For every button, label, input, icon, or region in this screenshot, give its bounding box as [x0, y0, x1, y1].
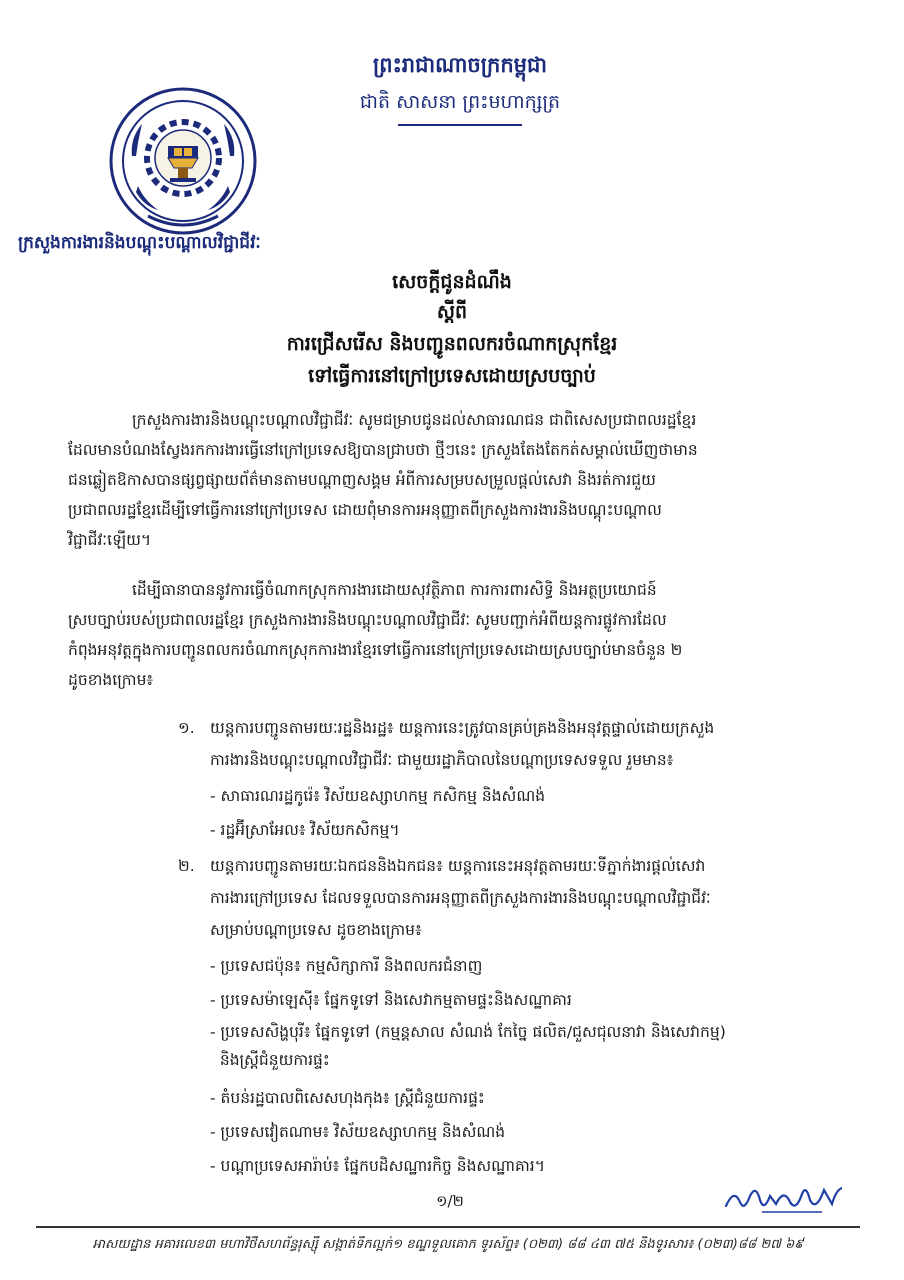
item-1-sub-1: - សាធារណរដ្ឋកូរ៉េ៖ វិស័យឧស្សាហកម្ម កសិកម្ម និងសំណង់: [210, 787, 546, 805]
item-2-sub-4: - តំបន់រដ្ឋបាលពិសេសហុងកុង៖ ស្ត្រីជំនួយការផ្ទះ: [210, 1089, 485, 1107]
item-2-sub-6: - បណ្តាប្រទេសអារ៉ាប់៖ ផ្នែកបដិសណ្ឋារកិច្ច និងសណ្ឋាគារ។: [210, 1157, 545, 1175]
item-2-sub-3: - ប្រទេសសិង្ហបុរី៖ ផ្នែកទូទៅ (កម្មន្តសាល សំណង់ កែច្នៃ ផលិត/ជួសជុលនាវា និងសេវាកម្ម): [210, 1023, 726, 1041]
kingdom-heading: ព្រះរាជាណាចក្រកម្ពុជា: [372, 53, 547, 77]
item-2-line-1: យន្តការបញ្ជូនតាមរយៈឯកជននិងឯកជន៖ យន្តការនេះអនុវត្តតាមរយៈទីភ្នាក់ងារផ្តល់សេវា: [210, 857, 706, 875]
paragraph-2-line-2: ស្របច្បាប់របស់ប្រជាពលរដ្ឋខ្មែរ ក្រសួងការងារនិងបណ្តុះបណ្តាលវិជ្ជាជីវៈ សូមបញ្ជាក់អំពីយន្តការផ្លូវការដែល: [68, 611, 667, 629]
notice-subject-line1: ការជ្រើសរើស និងបញ្ជូនពលករចំណាកស្រុកខ្មែរ: [286, 333, 618, 355]
paragraph-1-line-2: ដែលមានបំណងស្វែងរកការងារធ្វើនៅក្រៅប្រទេសឱ្យបានជ្រាបថា ថ្មីៗនេះ ក្រសួងតែងតែកត់សម្គាល់ឃើញថាមាន: [68, 441, 698, 459]
notice-subject-label: ស្តីពី: [436, 301, 468, 323]
item-1-sub-2: - រដ្ឋអ៊ីស្រាអែល៖ វិស័យកសិកម្ម។: [210, 821, 400, 839]
footer-address: អាសយដ្ឋាន អគារលេខ៣ មហាវិថីសហព័ន្ធរុស្ស៊ី សង្កាត់ទឹកល្អក់១ ខណ្ឌទួលគោក ទូរស័ព្ទ៖ (០២៣) ៨៨ ៤៣ ៧៥ និងទូរសារ៖ (០២៣)៨៨ ២៧ ៦៩: [92, 1237, 804, 1252]
item-2-line-3: សម្រាប់បណ្តាប្រទេស ដូចខាងក្រោម៖: [210, 921, 422, 939]
paragraph-2-line-4: ដូចខាងក្រោម៖: [68, 671, 154, 689]
item-2-line-2: ការងារក្រៅប្រទេស ដែលទទួលបានការអនុញ្ញាតពីក្រសួងការងារនិងបណ្តុះបណ្តាលវិជ្ជាជីវៈ: [210, 889, 711, 907]
notice-title: សេចក្តីជូនដំណឹង: [392, 271, 512, 293]
item-2-sub-1: - ប្រទេសជប៉ុន៖ កម្មសិក្សាការី និងពលករជំនាញ: [210, 957, 483, 975]
handwritten-initials: [722, 1180, 842, 1220]
national-motto: ជាតិ សាសនា ព្រះមហាក្សត្រ: [359, 91, 561, 113]
item-2-sub-3-cont: និងស្ត្រីជំនួយការផ្ទះ: [210, 1051, 330, 1069]
notice-subject-line2: ទៅធ្វើការនៅក្រៅប្រទេសដោយស្របច្បាប់: [308, 365, 596, 387]
list-number-2: ២.: [178, 857, 195, 875]
paragraph-1-line-5: វិជ្ជាជីវៈឡើយ។: [68, 531, 152, 549]
ministry-name: ក្រសួងការងារនិងបណ្តុះបណ្តាលវិជ្ជាជីវៈ: [18, 233, 261, 253]
paragraph-1-line-4: ប្រជាពលរដ្ឋខ្មែរដើម្បីទៅធ្វើការនៅក្រៅប្រទេស ដោយពុំមានការអនុញ្ញាតពីក្រសួងការងារនិងបណ្តុះបណ្តាល: [68, 501, 662, 519]
paragraph-2-line-1: ដើម្បីធានាបាននូវការធ្វើចំណាកស្រុកការងារដោយសុវត្ថិភាព ការការពារសិទ្ធិ និងអត្ថប្រយោជន៍: [132, 581, 657, 599]
footer-divider: [36, 1226, 860, 1228]
item-2-sub-5: - ប្រទេសវៀតណាម៖ វិស័យឧស្សាហកម្ម និងសំណង់: [210, 1123, 506, 1141]
item-2-sub-2: - ប្រទេសម៉ាឡេស៊ី៖ ផ្នែកទូទៅ និងសេវាកម្មតាមផ្ទះនិងសណ្ឋាគារ: [210, 991, 572, 1009]
list-number-1: ១.: [178, 719, 195, 737]
item-1-line-1: យន្តការបញ្ជូនតាមរយៈរដ្ឋនិងរដ្ឋ៖ យន្តការនេះត្រូវបានគ្រប់គ្រងនិងអនុវត្តផ្ទាល់ដោយក្រសួង: [210, 719, 715, 737]
paragraph-2-line-3: កំពុងអនុវត្តក្នុងការបញ្ជូនពលករចំណាកស្រុកការងារខ្មែរទៅធ្វើការនៅក្រៅប្រទេសដោយស្របច្បាប់មានចំនួន ២: [68, 641, 683, 659]
paragraph-1-line-3: ជនឆ្លៀតឱកាសបានផ្សព្វផ្សាយព័ត៌មានតាមបណ្តាញសង្គម អំពីការសម្របសម្រួលផ្តល់សេវា និងរត់ការជួយ: [68, 471, 656, 489]
ministry-seal-logo: [108, 86, 258, 236]
motto-divider: [398, 124, 522, 126]
item-1-line-2: ការងារនិងបណ្តុះបណ្តាលវិជ្ជាជីវៈ ជាមួយរដ្ឋាភិបាលនៃបណ្តាប្រទេសទទួល រួមមាន៖: [210, 751, 674, 769]
page-number: ១/២: [436, 1192, 464, 1210]
paragraph-1-line-1: ក្រសួងការងារនិងបណ្តុះបណ្តាលវិជ្ជាជីវៈ សូមជម្រាបជូនដល់សាធារណជន ជាពិសេសប្រជាពលរដ្ឋខ្មែរ: [132, 411, 697, 429]
